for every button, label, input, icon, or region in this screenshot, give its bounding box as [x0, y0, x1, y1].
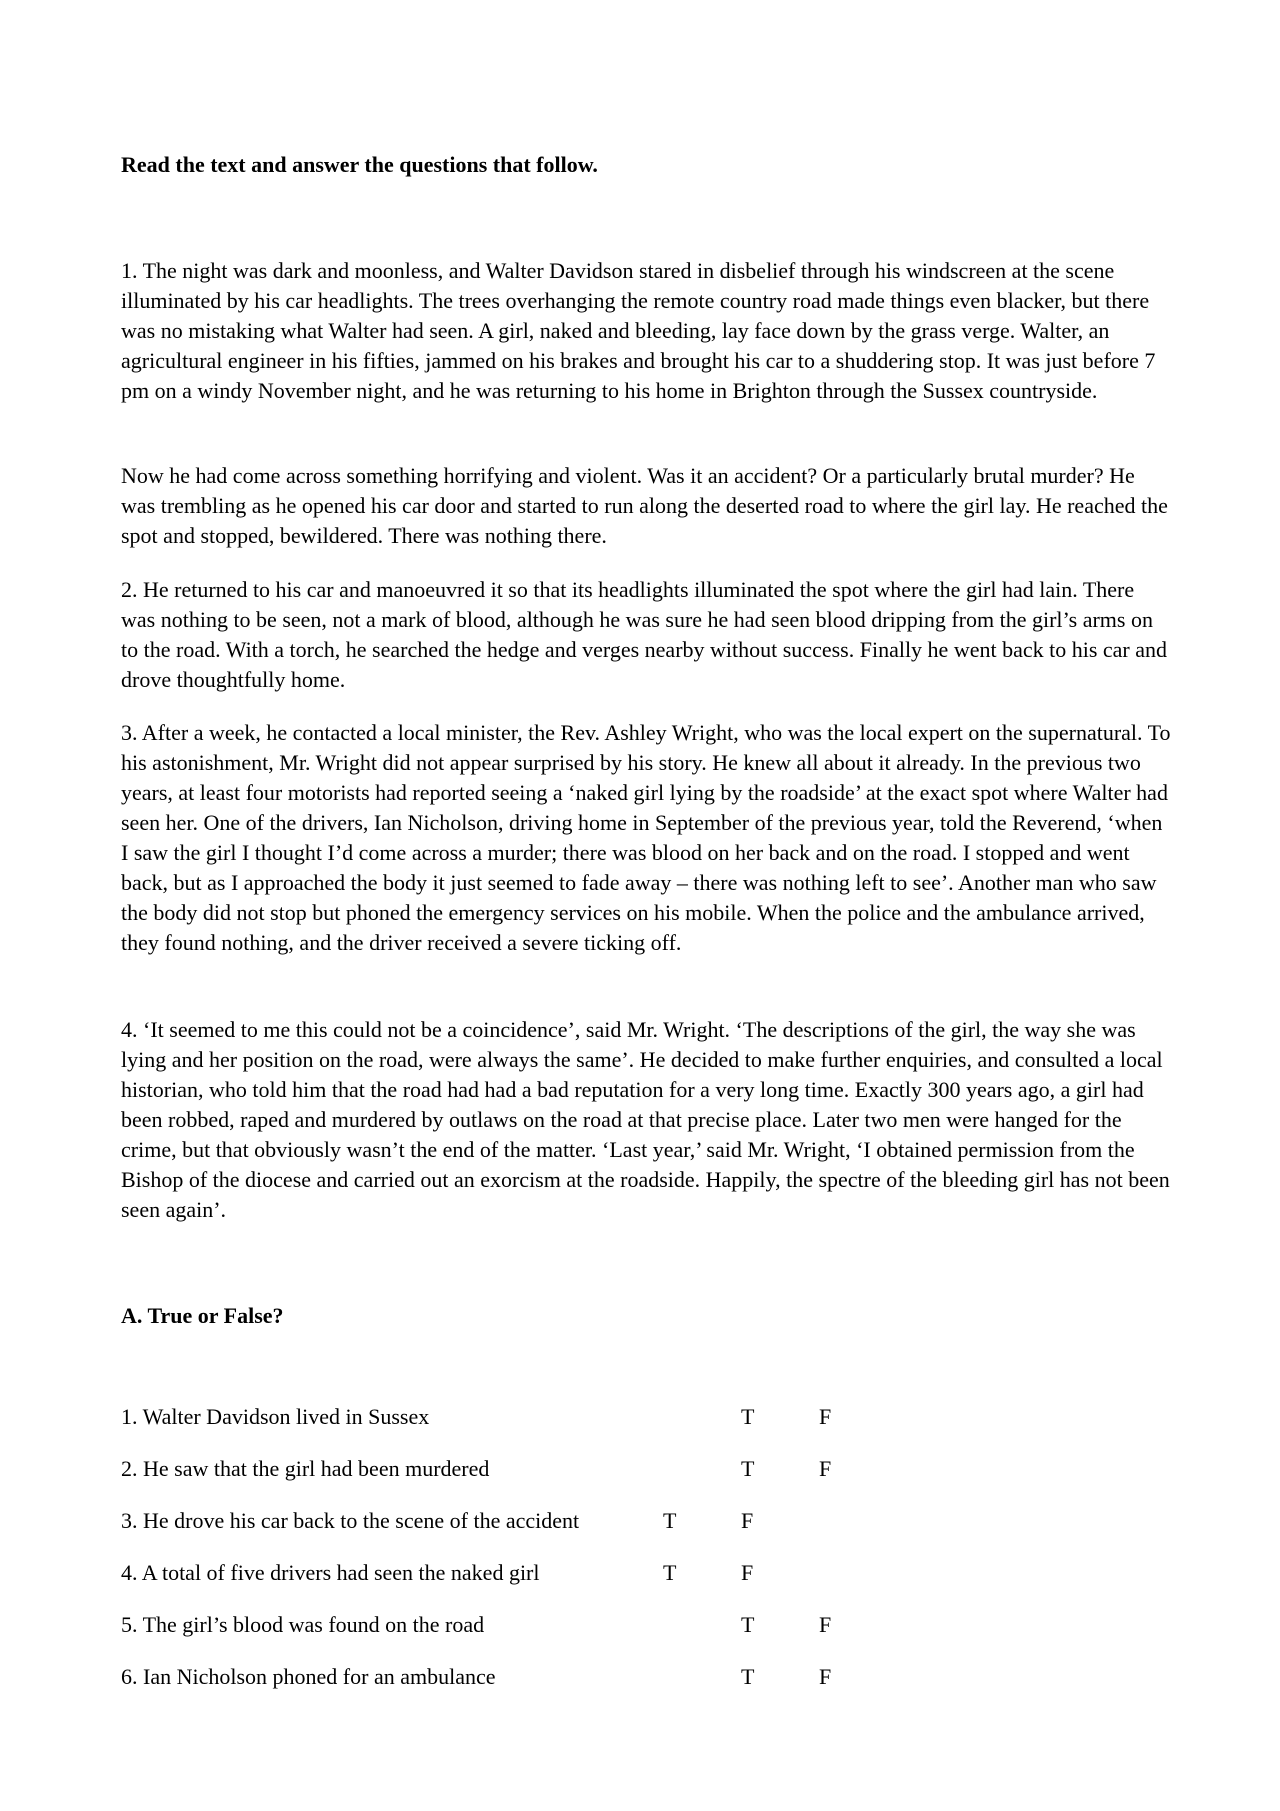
passage-paragraph-3: 2. He returned to his car and manoeuvred it so that its headlights illuminated the spot where the girl had lain. There was nothing to be seen, not a mark of blood, although he was sure he had seen blood dripping from the girl’s arms on to the road. With a torch, he searched the hedge and verges nearby without success. Finally he went back to his car and drove thoughtfully home.	[121, 577, 1168, 692]
false-option[interactable]: F	[819, 1456, 832, 1481]
true-false-item	[121, 1558, 1171, 1588]
false-option[interactable]: F	[741, 1560, 754, 1585]
passage-paragraph-5: 4. ‘It seemed to me this could not be a coincidence’, said Mr. Wright. ‘The descriptions of the girl, the way she was lying and her position on the road, were always the same’. He decided to make further enquiries, and consulted a local historian, who told him that the road had had a bad reputation for a very long time. Exactly 300 years ago, a girl had been robbed, raped and murdered by outlaws on the road at that precise place. Later two men were hanged for the crime, but that obviously wasn’t the end of the matter. ‘Last year,’ said Mr. Wright, ‘I obtained permission from the Bishop of the diocese and carried out an exorcism at the roadside. Happily, the spectre of the bleeding girl has not been seen again’.	[121, 1017, 1170, 1222]
true-option[interactable]: T	[741, 1664, 755, 1689]
true-false-item	[121, 1610, 1171, 1640]
false-option[interactable]: F	[819, 1612, 832, 1637]
true-false-statement: 5. The girl’s blood was found on the road	[121, 1612, 485, 1637]
false-option[interactable]: F	[819, 1404, 832, 1429]
false-option[interactable]: F	[819, 1664, 832, 1689]
passage-paragraph-2: Now he had come across something horrifying and violent. Was it an accident? Or a particularly brutal murder? He was trembling as he opened his car door and started to run along the deserted road to where the girl lay. He reached the spot and stopped, bewildered. There was nothing there.	[121, 463, 1168, 548]
passage-paragraph-1: 1. The night was dark and moonless, and Walter Davidson stared in disbelief through his windscreen at the scene illuminated by his car headlights. The trees overhanging the remote country road made things even blacker, but there was no mistaking what Walter had seen. A girl, naked and bleeding, lay face down by the grass verge. Walter, an agricultural engineer in his fifties, jammed on his brakes and brought his car to a shuddering stop. It was just before 7 pm on a windy November night, and he was returning to his home in Brighton through the Sussex countryside.	[121, 258, 1156, 403]
instruction-heading: Read the text and answer the questions that follow.	[121, 152, 598, 177]
true-option[interactable]: T	[741, 1456, 755, 1481]
true-false-statement: 4. A total of five drivers had seen the naked girl	[121, 1560, 540, 1585]
true-option[interactable]: T	[741, 1404, 755, 1429]
true-option[interactable]: T	[741, 1612, 755, 1637]
true-false-item	[121, 1506, 1171, 1536]
true-false-statement: 3. He drove his car back to the scene of the accident	[121, 1508, 580, 1533]
true-false-item	[121, 1454, 1171, 1484]
true-false-statement: 2. He saw that the girl had been murdered	[121, 1456, 490, 1481]
true-option[interactable]: T	[663, 1560, 677, 1585]
true-false-item	[121, 1662, 1171, 1692]
passage-paragraph-4: 3. After a week, he contacted a local minister, the Rev. Ashley Wright, who was the local expert on the supernatural. To his astonishment, Mr. Wright did not appear surprised by his story. He knew all about it already. In the previous two years, at least four motorists had reported seeing a ‘naked girl lying by the roadside’ at the exact spot where Walter had seen her. One of the drivers, Ian Nicholson, driving home in September of the previous year, told the Reverend, ‘when I saw the girl I thought I’d come across a murder; there was blood on her back and on the road. I stopped and went back, but as I approached the body it just seemed to fade away – there was nothing left to see’. Another man who saw the body did not stop but phoned the emergency services on his mobile. When the police and the ambulance arrived, they found nothing, and the driver received a severe ticking off.	[121, 720, 1171, 955]
true-false-statement: 1. Walter Davidson lived in Sussex	[121, 1404, 430, 1429]
false-option[interactable]: F	[741, 1508, 754, 1533]
true-option[interactable]: T	[663, 1508, 677, 1533]
section-a-title: A. True or False?	[121, 1303, 284, 1328]
true-false-item	[121, 1402, 1171, 1432]
true-false-statement: 6. Ian Nicholson phoned for an ambulance	[121, 1664, 496, 1689]
